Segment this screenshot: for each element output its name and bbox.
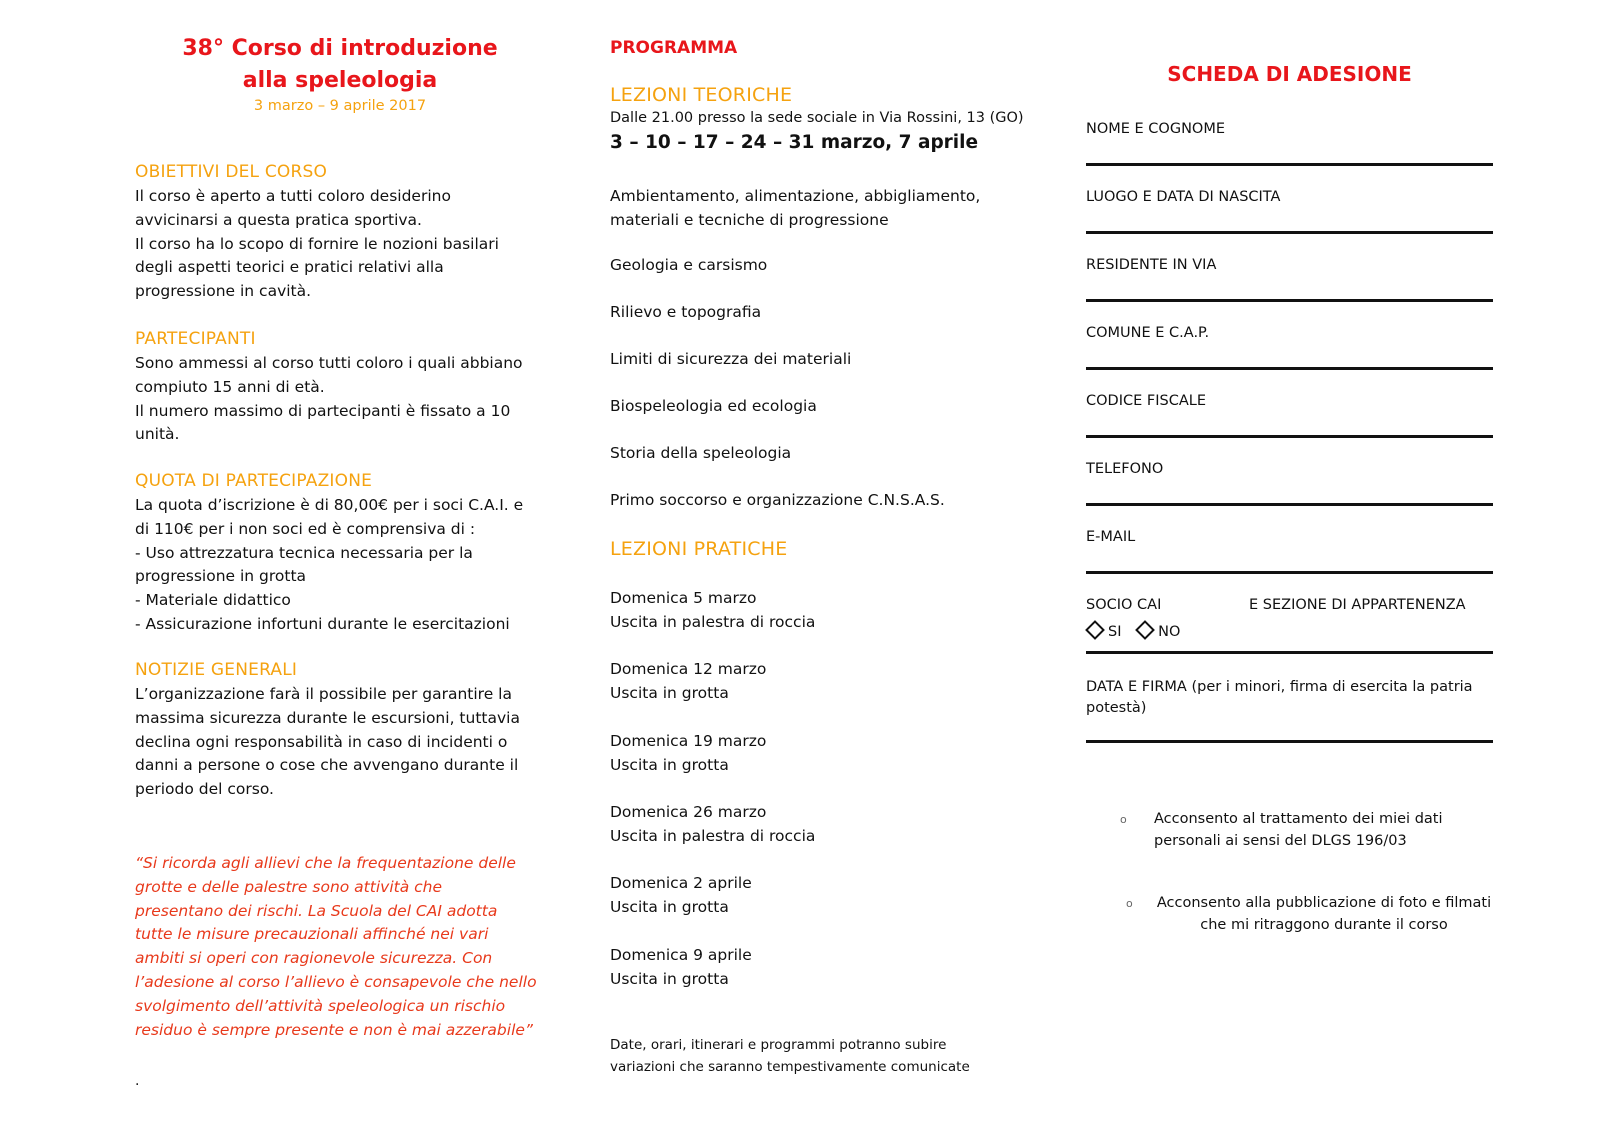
quote-line: grotte e delle palestre sono attività che [135, 877, 443, 896]
quote-line: presentano dei rischi. La Scuola del CAI adotta [135, 901, 498, 920]
theory-dates: 3 – 10 – 17 – 24 – 31 marzo, 7 aprile [610, 132, 979, 153]
practice-item [610, 944, 752, 992]
text-line: progressione in cavità. [135, 282, 312, 301]
practice-heading: LEZIONI PRATICHE [610, 538, 788, 560]
field-label-sezione: E SEZIONE DI APPARTENENZA [1249, 597, 1466, 613]
field-city-line[interactable] [1086, 367, 1493, 370]
practice-activity: Uscita in palestra di roccia [610, 612, 816, 631]
text-line: compiuto 15 anni di età. [135, 377, 325, 396]
practice-item [610, 658, 766, 706]
field-address-line[interactable] [1086, 299, 1493, 302]
text-line: declina ogni responsabilità in caso di incidenti o [135, 732, 508, 751]
consent-line: personali ai sensi del DLGS 196/03 [1154, 833, 1407, 849]
quote-line: tutte le misure precauzionali affinché nei vari [135, 925, 489, 944]
field-email-line[interactable] [1086, 571, 1493, 574]
theory-place: Dalle 21.00 presso la sede sociale in Via Rossini, 13 (GO) [610, 110, 1024, 126]
theory-topic: Geologia e carsismo [610, 256, 768, 274]
theory-topic: Biospeleologia ed ecologia [610, 397, 817, 415]
field-socio-line[interactable] [1086, 651, 1493, 654]
section-heading-general: NOTIZIE GENERALI [135, 660, 298, 680]
consent-line: Acconsento alla pubblicazione di foto e filmati [1156, 895, 1492, 911]
text-line: Il corso è aperto a tutti coloro desiderino [135, 187, 451, 205]
socio-options [1086, 624, 1180, 640]
practice-item [610, 730, 766, 778]
text-line: degli aspetti teorici e pratici relativi alla [135, 258, 444, 277]
practice-item [610, 587, 815, 635]
footnote-line: variazioni che saranno tempestivamente comunicate [610, 1059, 970, 1075]
theory-topic: Storia della speleologia [610, 444, 792, 462]
form-title: SCHEDA DI ADESIONE [1167, 62, 1412, 86]
text-line: - Materiale didattico [135, 591, 291, 610]
quote-line: ambiti si operi con ragionevole sicurezza. Con [135, 949, 493, 968]
field-label-address: RESIDENTE IN VIA [1086, 257, 1217, 273]
program-footnote [610, 1034, 970, 1078]
trailing-dot: . [135, 1073, 140, 1089]
course-title-line2: alla speleologia [242, 68, 438, 93]
field-name-line[interactable] [1086, 163, 1493, 166]
theory-heading: LEZIONI TEORICHE [610, 84, 793, 106]
section-body-general [135, 683, 555, 802]
practice-activity: Uscita in grotta [610, 897, 729, 916]
text-line: - Assicurazione infortuni durante le esercitazioni [135, 614, 510, 633]
section-body-objectives [135, 185, 555, 304]
field-phone-line[interactable] [1086, 503, 1493, 506]
programma-heading: PROGRAMMA [610, 38, 738, 58]
field-label-socio-cai: SOCIO CAI [1086, 597, 1162, 613]
practice-item [610, 801, 815, 849]
field-label-city: COMUNE E C.A.P. [1086, 325, 1210, 341]
text-line: Il corso ha lo scopo di fornire le nozioni basilari [135, 234, 499, 253]
text-line: massima sicurezza durante le escursioni, tuttavia [135, 708, 520, 727]
quote-line: svolgimento dell’attività speleologica un rischio [135, 996, 506, 1015]
option-si-label: SI [1108, 624, 1122, 640]
field-date-signature-line[interactable] [1086, 740, 1493, 743]
text-line: unità. [135, 425, 180, 444]
practice-item [610, 872, 752, 920]
practice-activity: Uscita in grotta [610, 755, 729, 774]
text-line: - Uso attrezzatura tecnica necessaria per la [135, 543, 473, 562]
quote-line: l’adesione al corso l’allievo è consapevole che nello [135, 972, 537, 991]
text-line: La quota d’iscrizione è di 80,00€ per i soci C.A.I. e [135, 496, 524, 514]
quote-line: “Si ricorda agli allievi che la frequentazione delle [135, 854, 516, 872]
field-label-tax-code: CODICE FISCALE [1086, 393, 1206, 409]
diamond-checkbox-icon[interactable] [1085, 620, 1105, 640]
text-line: progressione in grotta [135, 567, 307, 586]
consent-privacy [1154, 808, 1443, 852]
theory-topic: Primo soccorso e organizzazione C.N.S.A.S. [610, 491, 945, 509]
safety-quote [135, 852, 565, 1042]
practice-activity: Uscita in grotta [610, 969, 729, 988]
field-label-date-signature [1086, 677, 1496, 719]
date-signature-line1: DATA E FIRMA (per i minori, firma di esercita la patria [1086, 679, 1473, 695]
date-signature-line2: potestà) [1086, 700, 1147, 716]
text-line: avvicinarsi a questa pratica sportiva. [135, 210, 422, 229]
topic-line: Ambientamento, alimentazione, abbigliamento, [610, 187, 981, 205]
section-body-fee [135, 494, 565, 637]
quote-line: residuo è sempre presente e non è mai azzerabile” [135, 1020, 533, 1039]
field-birth-line[interactable] [1086, 231, 1493, 234]
section-heading-fee: QUOTA DI PARTECIPAZIONE [135, 471, 373, 491]
course-title-line1: 38° Corso di introduzione [182, 36, 498, 61]
text-line: di 110€ per i non soci ed è comprensiva di : [135, 519, 476, 538]
field-tax-code-line[interactable] [1086, 435, 1493, 438]
practice-activity: Uscita in grotta [610, 683, 729, 702]
theory-topic: Limiti di sicurezza dei materiali [610, 350, 852, 368]
practice-date: Domenica 26 marzo [610, 803, 767, 821]
practice-date: Domenica 9 aprile [610, 946, 752, 964]
diamond-checkbox-icon[interactable] [1135, 620, 1155, 640]
text-line: L’organizzazione farà il possibile per garantire la [135, 685, 512, 703]
text-line: Sono ammessi al corso tutti coloro i quali abbiano [135, 354, 523, 372]
practice-activity: Uscita in palestra di roccia [610, 826, 816, 845]
course-dates: 3 marzo – 9 aprile 2017 [253, 98, 427, 114]
consent-checkbox-icon[interactable]: o [1120, 813, 1127, 826]
field-label-name: NOME E COGNOME [1086, 121, 1226, 137]
topic-line: materiali e tecniche di progressione [610, 210, 889, 229]
consent-line: che mi ritraggono durante il corso [1200, 917, 1448, 933]
practice-date: Domenica 2 aprile [610, 874, 752, 892]
practice-date: Domenica 5 marzo [610, 589, 757, 607]
field-label-phone: TELEFONO [1086, 461, 1164, 477]
theory-topic: Rilievo e topografia [610, 303, 762, 321]
practice-date: Domenica 12 marzo [610, 660, 767, 678]
section-heading-objectives: OBIETTIVI DEL CORSO [135, 162, 328, 182]
theory-topic [610, 185, 980, 233]
practice-date: Domenica 19 marzo [610, 732, 767, 750]
field-label-email: E-MAIL [1086, 529, 1136, 545]
footnote-line: Date, orari, itinerari e programmi potranno subire [610, 1037, 947, 1053]
text-line: Il numero massimo di partecipanti è fissato a 10 [135, 401, 511, 420]
section-heading-participants: PARTECIPANTI [135, 329, 256, 349]
consent-media [1154, 892, 1494, 936]
option-no-label: NO [1158, 624, 1181, 640]
consent-checkbox-icon[interactable]: o [1126, 897, 1133, 910]
consent-line: Acconsento al trattamento dei miei dati [1154, 811, 1443, 827]
field-label-birth: LUOGO E DATA DI NASCITA [1086, 189, 1281, 205]
text-line: danni a persone o cose che avvengano durante il [135, 756, 519, 775]
text-line: periodo del corso. [135, 780, 274, 799]
section-body-participants [135, 352, 555, 447]
